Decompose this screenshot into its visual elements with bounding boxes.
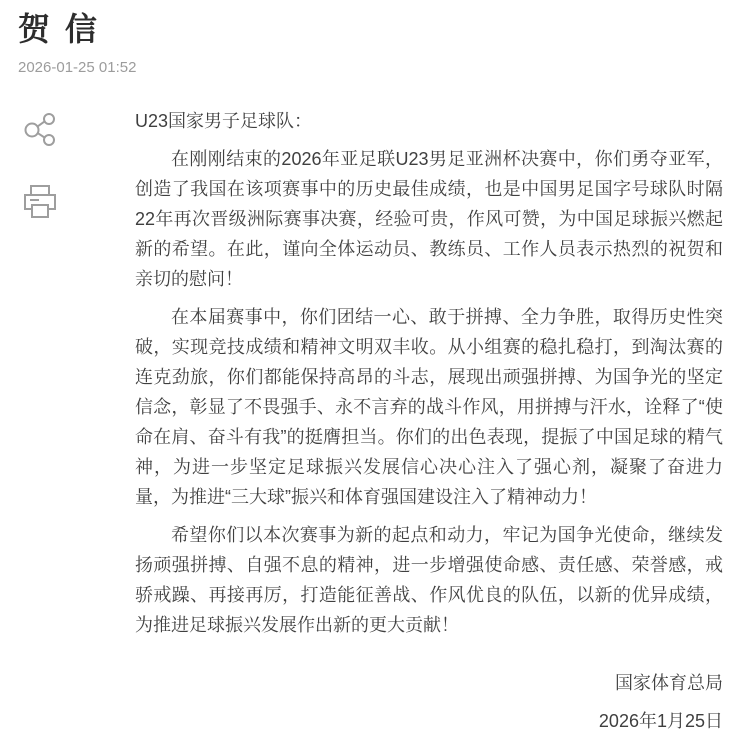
signature-org: 国家体育总局 — [615, 673, 723, 693]
share-button[interactable] — [22, 110, 60, 150]
article-header — [0, 0, 750, 76]
page-title: 贺 信 — [18, 11, 100, 47]
side-toolbar — [0, 106, 135, 254]
letter-paragraph-3: 希望你们以本次赛事为新的起点和动力，牢记为国争光使命，继续发扬顽强拼搏、自强不息的精神，进一步增强使命感、责任感、荣誉感，戒骄戒躁、再接再厉，打造能征善战、作风优良的队伍，以新的优异成绩，为推进足球振兴发展作出新的更大贡献！ — [135, 525, 723, 635]
share-icon — [22, 111, 60, 149]
signature-date: 2026年1月25日 — [598, 711, 723, 731]
publish-timestamp: 2026-01-25 01:52 — [18, 59, 137, 76]
letter-paragraph-2: 在本届赛事中，你们团结一心、敢于拼搏、全力争胜，取得历史性突破，实现竞技成绩和精神文明双丰收。从小组赛的稳扎稳打，到淘汰赛的连克劲旅，你们都能保持高昂的斗志，展现出顽强拼搏、为国争光的坚定信念，彰显了不畏强手、永不言弃的战斗作风，用拼搏与汗水，诠释了“使命在肩、奋斗有我”的挺膺担当。你们的出色表现，提振了中国足球的精气神，为进一步坚定足球振兴发展信心决心注入了强心剂，凝聚了奋进力量，为推进“三大球”振兴和体育强国建设注入了精神动力！ — [135, 307, 723, 507]
letter-salutation: U23国家男子足球队： — [135, 111, 313, 131]
letter-paragraph-1: 在刚刚结束的2026年亚足联U23男足亚洲杯决赛中，你们勇夺亚军，创造了我国在该项赛事中的历史最佳成绩，也是中国男足国字号球队时隔22年再次晋级洲际赛事决赛，经验可贵，作风可赞，为中国足球振兴燃起新的希望。在此，谨向全体运动员、教练员、工作人员表示热烈的祝贺和亲切的慰问！ — [135, 149, 723, 289]
print-icon — [22, 183, 60, 221]
signature-block — [135, 668, 723, 736]
content-row — [0, 106, 750, 736]
letter-body — [135, 106, 750, 736]
print-button[interactable] — [22, 182, 60, 222]
